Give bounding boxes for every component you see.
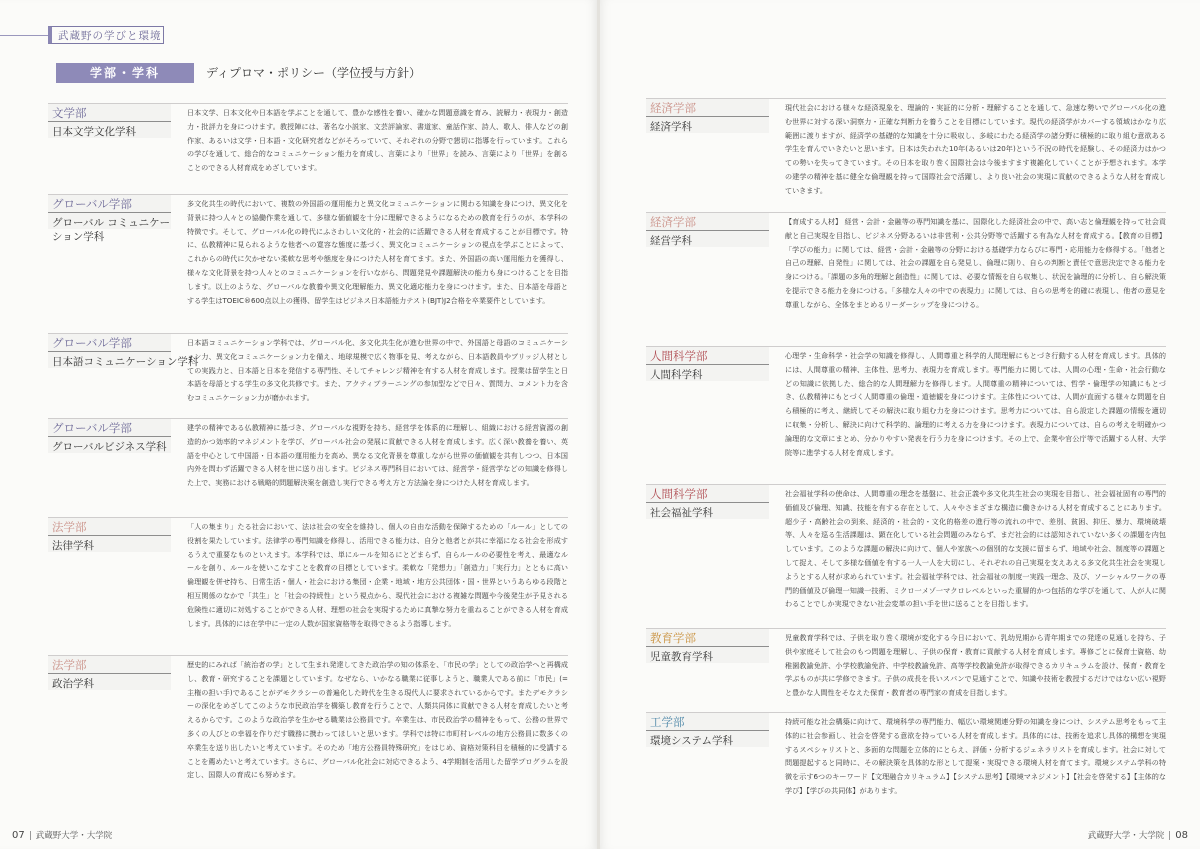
department-name: 経済学科 [650,121,692,133]
page-number: 07 [12,830,25,841]
department-name: 環境システム学科 [650,735,733,747]
entry-japanese-communication [48,333,568,422]
department-name: 人間科学科 [650,369,703,381]
entry-label [48,656,171,690]
footer-right [1088,829,1188,841]
entry-engineering [646,712,1166,805]
faculty-name: 教育学部 [650,631,696,645]
footer-left [12,829,112,841]
policy-text: 児童教育学科では、子供を取り巻く環境が変化する今日において、乳幼児期から青年期までの発達の見通しを持ち、子供や家庭そして社会のもつ問題を理解し、子供の保育・教育に貢献する人材を育成します。專修ごとに保育士資格、幼稚園教諭免許、小学校教諭免許、中学校教諭免許、高等学校教諭免許が取得できるカリキュラムを設け、保育・教育を学ぶものが共に学修できます。子供の成長を長いスパンで見通すことで、知識や技術を教授するだけではない広い視野と豊かな人間性をそなえた保育・教育者の専門家の育成を目指します。 [785,633,1166,698]
policy-text: 【育成する人材】 経営・会計・金融等の専門知識を基に、国際化した経済社会の中で、高い志と倫理観を持って社会貢献と自己実現を目指し、ビジネス分野あるいは非営利・公共分野等で活躍する有為な人材を育成する。【教育の目標】 「学びの能力」に関しては、経営・会計・金融等の分野における基礎学力ならびに専門・応用能力を修得する。「他者と自己の理解、自発性」に関しては、社会の課題を自ら発見し、倫理に則り、自らの判断と責任で意思決定できる能力を身につける。「課題の多角的理解と創造性」に関しては、必要な情報を自ら収集し、状況を論理的に分析し、自ら解決策を提示できる能力を身につける。「多様な人々の中での表現力」に関しては、自らの思考を的確に表現し、他者の意見を尊重しながら、全体をまとめるリーダーシップを身につける。 [785,217,1166,309]
entry-human-science [646,346,1166,477]
faculty-name: グローバル学部 [52,197,132,211]
entry-global-communication [48,194,568,323]
entry-literature [48,103,568,190]
policy-text: 社会福祉学科の使命は、人間尊重の理念を基盤に、社会正義や多文化共生社会の実現を目指し、社会福祉固有の専門的価値及び倫理、知識、技能を有する存在として、人々やさまざまな構造に働きかける人材を育成することにあります。超少子・高齢社会の到来、経済的・社会的・文化的格差の進行等の流れの中で、差別、貧困、抑圧、暴力、環境破壊等、人々を巡る生活課題は、顕在化している社会問題のみならず、まだ社会的には認知されていない多くの課題を内包しています。このような課題の解決に向けて、個人や家族への個別的な支援に留まらず、地域や社会、制度等の課題として捉え、そして多様な価値を有する一人一人を大切にし、それぞれの自己実現を支えあえる多文化共生社会を実現しようとする人材が求められています。社会福祉学科では、社会福祉の制度一実践一理念、及び、ソーシャルワークの専門的価値及び倫理一知識一技術、ミクロ一メゾ一マクロレベルといった重層的かつ包括的な学びを通して、人が人に関わることでしか実現できない社会変革の担い手を世に送ることを目指します。 [785,489,1166,609]
entry-label [48,518,171,552]
policy-text: 日本文学、日本文化や日本語を学ぶことを通して、豊かな感性を養い、確かな問題意識を育み、読解力・表現力・創造力・批評力を身につけます。教授陣には、著名な小説家、文芸評論家、書道家、童話作家、詩人、歌人、俳人などの創作家、あるいは文学・日本語・文化研究者などがそろっていて、それぞれの分野で懇切に指導を行っています。これらの学びを通して、総合的なコミュニケーション能力を育成し、言葉により「世界」を読み、言葉により「世界」を創ることのできる人材育成をめざしています。 [187,108,568,173]
entry-global-business [48,418,568,515]
department-name: 児童教育学科 [650,651,713,663]
page-number: 08 [1175,830,1188,841]
faculty-name: グローバル学部 [52,336,132,350]
department-name: グローバルビジネス学科 [52,441,167,453]
entry-label [646,485,769,519]
entry-management [646,212,1166,335]
entry-politics [48,655,568,806]
header-rule [0,35,48,36]
policy-text: 日本語コミュニケーション学科では、グローバル化、多文化共生化が進む世界の中で、外国語と母語のコミュニケーション力、異文化コミュニケーション力を備え、地球規模で広く物事を見、考えながら、日本語教員やブリッジ人材としての実践力と、日本語と日本を発信する専門性、そしてチャレンジ精神を有する人材を育成します。授業は留学生と日本語を母語とする学生の多文化共修です。また、アクティブラーニングの参加型などで日々、質問力、コメント力を含むコミュニケーション力が磨かれます。 [187,338,568,403]
entry-label [48,419,171,453]
entry-label [646,99,769,133]
entry-label [646,713,769,747]
faculty-name: 人間科学部 [650,349,708,363]
entry-label [646,213,769,247]
policy-text: 心理学・生命科学・社会学の知識を修得し、人間尊重と科学的人間理解にもとづき行動する人材を育成します。具体的には、人間尊重の精神、主体性、思考力、表現力を育成します。専門能力に関しては、人間の心理・生命・社会行動などの知識に依拠した、総合的な人間理解力を修得します。人間尊重の精神については、哲学・倫理学の知識にもとづき、仏教精神にもとづく人間尊重の倫理・道徳観を身につけます。主体性については、人間が直面する様々な問題を自ら積極的に考え、継続してその解決に取り組む力を身につけます。思考力については、自ら設定した課題の情報を適切に収集・分析し、解決に向けて科学的、論理的に考える力を身につけます。表現力については、自らの考えを明確かつ論理的な文章にまとめ、分かりやすい発表を行う力を身につけます。その上で、企業や官公庁等で活躍する人材、大学院等に進学する人材を育成します。 [785,351,1166,457]
footer-school: 武蔵野大学・大学院 [1087,831,1165,841]
faculty-name: 工学部 [650,715,685,729]
faculty-name: 法学部 [52,658,87,672]
department-name: 日本文学文化学科 [52,126,136,138]
entry-label [646,629,769,663]
entry-social-welfare [646,484,1166,617]
left-page [0,0,597,849]
entry-economics [646,98,1166,201]
policy-text: 持続可能な社会構築に向けて、環境科学の専門能力、幅広い環境関連分野の知識を身につけ、システム思考をもって主体的に社会参画し、社会を啓発する意欲を持っている人材を育成します。具体的には、技術を追求し具体的構想を実現するスペシャリストと、多面的な問題を立体的にとらえ、評価・分析するジェネラリストを育成します。社会に対して問題提起すると同時に、その解決策を具体的な形として提案・実現できる環境人材を育てます。環境システム学科の特徴を示す6つのキーワード【文理融合カリキュラム】【システム思考】【環境マネジメント】【社会を啓発する】【主体的な学び】【学びの共同体】があります。 [785,717,1166,795]
department-name: 政治学科 [52,678,94,690]
faculty-name: 経済学部 [650,215,696,229]
right-page [600,0,1200,849]
section-title: ディプロマ・ポリシー（学位授与方針） [206,66,422,80]
department-name: グローバル コミュニケーション学科 [52,217,171,243]
policy-text: 建学の精神である仏教精神に基づき、グローバルな視野を持ち、経営学を体系的に理解し、組織における経営資源の創造的かつ効率的マネジメントを学び、グローバル社会の発展に貢献できる人材を育成します。広く深い教養を養い、英語を中心として中国語・日本語の運用能力を高め、異なる文化背景を尊重しながら世界の価値観を共有しつつ、日本国内外を問わず活躍できる人材を世に送り出します。ビジネス専門科目においては、経営学・経営学などの知識を修得した上で、実務における戦略的問題解決案を創造し実行できる考え方と方法論を身につけた人材を育成します。 [187,423,568,488]
section-badge: 学部・学科 [56,63,194,83]
policy-text: 歴史的にみれば「統治者の学」として生まれ発達してきた政治学の知の体系を、「市民の学」としての政治学へと再構成し、教育・研究することを課題としています。なぜなら、いかなる職業に従事しようと、職業人である前に「市民」(=主権の担い手)であることがデモクラシーの普遍化した時代を生きる現代人に要求されているからです。またデモクラシーの深化をめざしてこのような市民政治学を構築し教育を行うことで、人類共同体に貢献できる人材を育成したいと考えるからです。このような政治学を生かせる職業は公務員です。卒業生は、市民政治学の精神をもって、公務の世界で多くの人びとの幸福を作りだす職務に携わってほしいと思います。学科では特に市町村レベルの地方公務員に数多くの卒業生を送り出したいと考えています。そのため「地方公務員特殊研究」をはじめ、資格対策科目を積極的に受講することを薦めたいと考えています。さらに、グローバル化社会に対応できるよう、4学期制を活用した留学プログラムを設定し、国際人の育成にも努めます。 [187,660,568,780]
faculty-name: 文学部 [52,106,87,120]
department-name: 経営学科 [650,235,692,247]
entry-label [646,347,769,381]
entry-label [48,195,171,243]
footer-school: 武蔵野大学・大学院 [35,831,113,841]
header-tag: 武蔵野の学びと環境 [48,26,164,44]
department-name: 日本語コミュニケーション学科 [52,356,199,368]
policy-text: 「人の集まり」たる社会において、法は社会の安全を維持し、個人の自由な活動を保障するための「ルール」としての役割を果たしています。法律学の専門知識を修得し、活用できる能力は、自分と他者とが共に幸福になる社会を形成するうえで重要なものといえます。本学科では、単にルールを知るにとどまらず、自らルールの必要性を考え、最適なルールを創り、ルールを使いこなすことを教育の目標としています。柔軟な「発想力」「創造力」「実行力」とともに高い倫理観を併せ持ち、日常生活・個人・社会における集団・企業・地域・地方公共団体・国・世界というあらゆる段階と相互関係のなかで「共生」と「社会の持続性」という視点から、現代社会における複雑な問題や今後発生が予見される危険性に適切に対処することができる人材、理想の社会を実現するために真摯な努力を重ねることができる人材を育成します。具体的には在学中に一定の人数が国家資格等を取得できるよう指導します。 [187,522,568,628]
entry-label [48,104,171,138]
faculty-name: 人間科学部 [650,487,708,501]
faculty-name: グローバル学部 [52,421,132,435]
faculty-name: 経済学部 [650,101,696,115]
department-name: 法律学科 [52,540,94,552]
faculty-name: 法学部 [52,520,87,534]
entry-law [48,517,568,648]
department-name: 社会福祉学科 [650,507,713,519]
entry-education [646,628,1166,709]
policy-text: 現代社会における様々な経済現象を、理論的・実証的に分析・理解することを通して、急速な勢いでグローバル化の進む世界に対する深い洞察力・正確な判断力を養うことを目標にしています。現代の経済学がカバーする領域はかなり広範囲に渡りますが、経済学の基礎的な知識を十分に吸収し、多岐にわたる経済学の諸分野に積極的に取り組む意欲ある学生を育んでいきたいと思います。日本は失われた10年(あるいは20年)という不況の時代を経験し、その経済力はかつての勢いを失ってきています。その日本を取り巻く国際社会は今後ますます複雑化していくことが予想されます。本学の建学の精神を基に健全な倫理観を持って国際社会で活躍し、より良い社会の実現に貢献のできるような人材を育成していきます。 [785,103,1166,195]
policy-text: 多文化共生の時代において、複数の外国語の運用能力と異文化コミュニケーションに関わる知識を身につけ、異文化を背景に持つ人々との協働作業を通して、多様な価値観を十分に理解できるようになるための教育を行うのが、本学科の特徴です。そして、グローバル化の時代にふさわしい文化的・社会的に活躍できる人材を育成することが目標です。特に、仏教精神に見られるような他者への寛容な態度に基づく、異文化コミュニケーションの視点を学ぶことによって、これからの時代に欠かせない柔軟な思考や態度を身につけた人材を育てます。また、外国語の高い運用能力を獲得し、様々な文化背景を持つ人々とのコミュニケーションを行いながら、問題発見や課題解決の能力も身につけることを目指します。以上のような、グローバルな教養や異文化理解能力、異文化適応能力を身につけます。また、日本語を母語とする学生はTOEIC®600点以上の獲得、留学生はビジネス日本語能力テスト(BJT)J2合格を卒業要件としています。 [187,199,568,305]
entry-label [48,334,199,368]
